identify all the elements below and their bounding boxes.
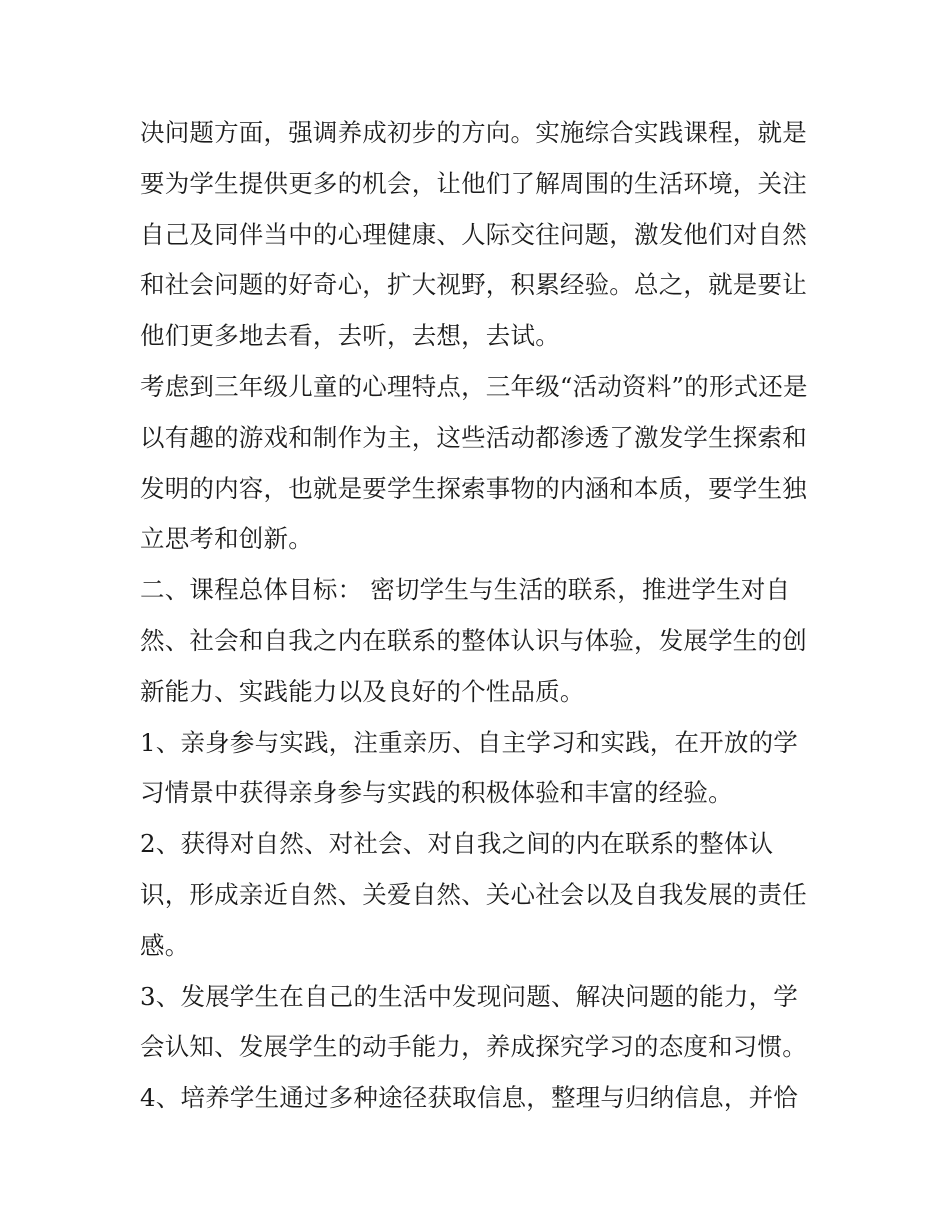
- text-line: 新能力、实践能力以及良好的个性品质。: [140, 676, 585, 706]
- list-item-line: 3、发展学生在自己的生活中发现问题、解决问题的能力，学: [140, 981, 798, 1011]
- section-heading-line: 二、课程总体目标： 密切学生与生活的联系，推进学生对自: [140, 575, 791, 605]
- text-line: 考虑到三年级儿童的心理特点，三年级“活动资料”的形式还是: [140, 371, 808, 401]
- text-line: 发明的内容，也就是要学生探索事物的内涵和本质，要学生独: [140, 473, 807, 503]
- list-item-line: 4、培养学生通过多种途径获取信息，整理与归纳信息，并恰: [140, 1083, 798, 1113]
- text-line: 然、社会和自我之内在联系的整体认识与体验，发展学生的创: [140, 625, 807, 655]
- list-item-line: 1、亲身参与实践，注重亲历、自主学习和实践，在开放的学: [140, 727, 798, 757]
- text-line: 自己及同伴当中的心理健康、人际交往问题，激发他们对自然: [140, 219, 807, 249]
- text-line: 他们更多地去看，去听，去想，去试。: [140, 321, 560, 351]
- text-line: 识，形成亲近自然、关爱自然、关心社会以及自我发展的责任: [140, 879, 807, 909]
- text-line: 以有趣的游戏和制作为主，这些活动都渗透了激发学生探索和: [140, 422, 807, 452]
- document-body: [140, 108, 812, 1124]
- text-line: 会认知、发展学生的动手能力，养成探究学习的态度和习惯。: [140, 1032, 807, 1062]
- text-line: 要为学生提供更多的机会，让他们了解周围的生活环境，关注: [140, 168, 807, 198]
- text-line: 决问题方面，强调养成初步的方向。实施综合实践课程，就是: [140, 118, 807, 147]
- list-item-line: 2、获得对自然、对社会、对自我之间的内在联系的整体认: [140, 829, 774, 859]
- text-line: 感。: [140, 930, 190, 960]
- text-line: 习情景中获得亲身参与实践的积极体验和丰富的经验。: [140, 778, 733, 808]
- text-line: 立思考和创新。: [140, 524, 313, 554]
- text-line: 和社会问题的好奇心，扩大视野，积累经验。总之，就是要让: [140, 270, 807, 300]
